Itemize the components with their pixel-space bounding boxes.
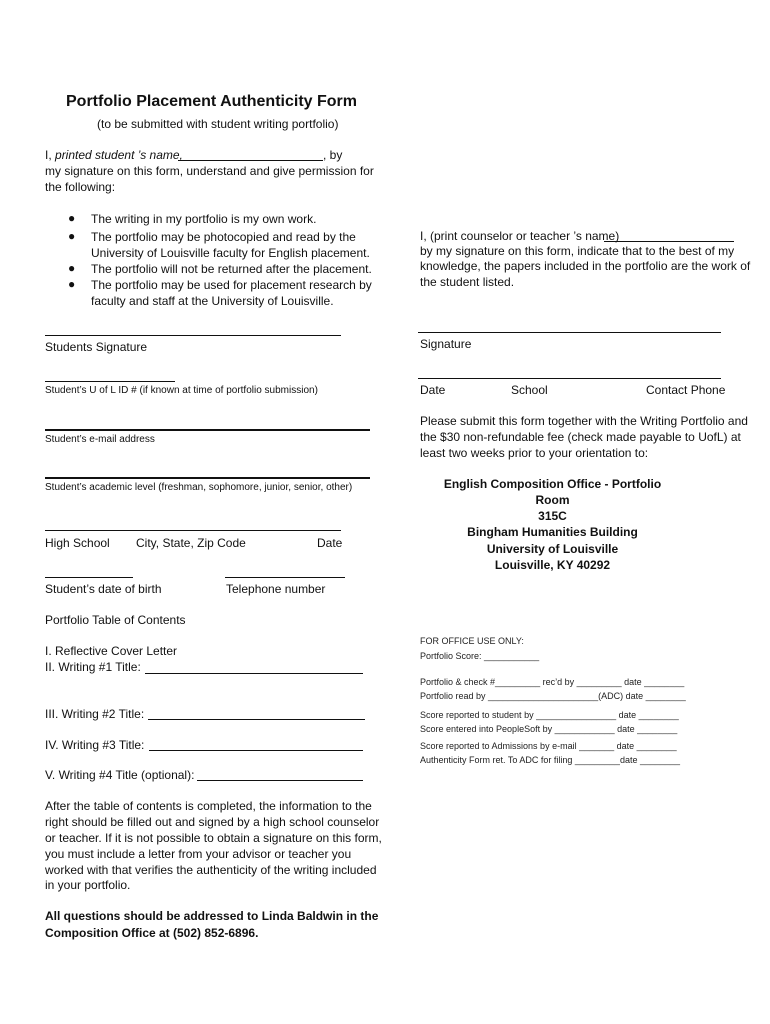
writing3-title-field[interactable] (149, 736, 363, 750)
bullet-dot: ● (68, 261, 76, 275)
high-school-label: High School (45, 536, 110, 550)
intro-line1 (45, 148, 183, 162)
office-row-3: Score reported to student by ________________ date ________ (420, 710, 679, 720)
after-toc-line5: worked with that verifies the authenticity of the writing included (45, 863, 377, 877)
address-line1: English Composition Office - Portfolio (443, 477, 662, 491)
academic-level-label: Student’s academic level (freshman, sophomore, junior, senior, other) (45, 482, 353, 493)
submit-line2: the $30 non-refundable fee (check made payable to UofL) at (420, 430, 741, 444)
bullet-2-line2: University of Louisville faculty for English placement. (91, 246, 370, 260)
counselor-signature-label: Signature (420, 337, 472, 351)
office-row-1: Portfolio & check #_________ rec’d by _________ date ________ (420, 677, 685, 687)
intro-by: , by (323, 148, 343, 162)
toc-item-4: IV. Writing #3 Title: (45, 738, 145, 752)
writing4-title-field[interactable] (197, 766, 363, 780)
writing1-title-field[interactable] (145, 659, 363, 673)
submit-line1: Please submit this form together with the Writing Portfolio and (420, 414, 748, 428)
after-toc-line2: right should be filled out and signed by a high school counselor (45, 815, 380, 829)
bullet-dot: ● (68, 277, 76, 291)
toc-item-2: II. Writing #1 Title: (45, 660, 141, 674)
counselor-signature-line (418, 332, 721, 333)
after-toc-line6: in your portfolio. (45, 878, 131, 892)
counselor-signature-field[interactable] (418, 318, 721, 332)
email-field[interactable] (45, 415, 370, 429)
student-signature-field[interactable] (45, 320, 341, 334)
writing1-line (145, 673, 363, 674)
address-line4: Bingham Humanities Building (467, 525, 638, 539)
counselor-phone-label: Contact Phone (646, 383, 726, 397)
after-toc-line1: After the table of contents is completed, the information to the (45, 799, 372, 813)
high-school-field[interactable] (45, 515, 341, 529)
bullet-1: The writing in my portfolio is my own work. (91, 212, 317, 226)
after-toc-line4: you must include a letter from your advisor or teacher you (45, 847, 352, 861)
counselor-line3: knowledge, the papers included in the portfolio are the work of (420, 259, 751, 273)
address-line6: Louisville, KY 40292 (494, 558, 611, 572)
uofl-id-line (45, 381, 175, 382)
toc-heading: Portfolio Table of Contents (45, 613, 186, 627)
intro-line3: the following: (45, 180, 116, 194)
toc-item-5: V. Writing #4 Title (optional): (45, 768, 195, 782)
office-heading: FOR OFFICE USE ONLY: (420, 636, 524, 646)
telephone-field[interactable] (225, 563, 345, 577)
counselor-date-label: Date (420, 383, 446, 397)
intro-prefix: I, (45, 148, 56, 162)
page-title: Portfolio Placement Authenticity Form (66, 93, 357, 110)
student-signature-line (45, 335, 341, 336)
office-row-5: Score reported to Admissions by e-mail _______ date ________ (420, 741, 677, 751)
bullet-3: The portfolio will not be returned after the placement. (91, 262, 372, 276)
counselor-info-field[interactable] (418, 364, 721, 378)
counselor-line1: I, (print counselor or teacher ’s name) (420, 229, 620, 243)
bullet-dot: ● (68, 211, 76, 225)
uofl-id-label: Student’s U of L ID # (if known at time of portfolio submission) (45, 385, 318, 396)
office-score: Portfolio Score: ___________ (420, 651, 540, 661)
office-row-2: Portfolio read by ______________________(ADC) date ________ (420, 691, 686, 701)
address-line5: University of Louisville (486, 542, 619, 556)
counselor-name-field[interactable] (604, 227, 734, 241)
counselor-name-line (604, 241, 734, 242)
academic-level-field[interactable] (45, 463, 370, 477)
student-name-line (178, 160, 323, 161)
after-toc-line3: or teacher. If it is not possible to obtain a signature on this form, (45, 831, 382, 845)
counselor-info-line (418, 378, 721, 379)
telephone-line (225, 577, 345, 578)
intro-name-label: printed student ’s name, (55, 148, 183, 162)
address-line2: Room (535, 493, 570, 507)
email-line (45, 429, 370, 431)
email-label: Student’s e-mail address (45, 434, 155, 445)
counselor-school-label: School (511, 383, 548, 397)
student-name-field[interactable] (178, 146, 323, 160)
writing2-title-field[interactable] (148, 705, 365, 719)
city-state-zip-label: City, State, Zip Code (136, 536, 246, 550)
questions-line2: Composition Office at (502) 852-6896. (45, 926, 259, 940)
telephone-label: Telephone number (226, 582, 326, 596)
toc-item-3: III. Writing #2 Title: (45, 707, 145, 721)
bullet-4-line2: faculty and staff at the University of Louisville. (91, 294, 334, 308)
bullet-4-line1: The portfolio may be used for placement research by (91, 278, 372, 292)
uofl-id-field[interactable] (45, 366, 175, 380)
submit-line3: least two weeks prior to your orientation to: (420, 446, 649, 460)
counselor-line4: the student listed. (420, 275, 515, 289)
dob-line (45, 577, 133, 578)
page-subtitle: (to be submitted with student writing portfolio) (97, 117, 339, 131)
intro-line2: my signature on this form, understand and give permission for (45, 164, 374, 178)
dob-label: Student’s date of birth (45, 582, 162, 596)
academic-level-line (45, 477, 370, 479)
dob-field[interactable] (45, 563, 133, 577)
hs-date-label: Date (317, 536, 343, 550)
writing4-line (197, 780, 363, 781)
toc-item-1: I. Reflective Cover Letter (45, 644, 178, 658)
address-line3: 315C (538, 509, 567, 523)
office-row-4: Score entered into PeopleSoft by ____________ date ________ (420, 724, 678, 734)
questions-line1: All questions should be addressed to Linda Baldwin in the (45, 909, 379, 923)
bullet-2-line1: The portfolio may be photocopied and read by the (91, 230, 356, 244)
office-row-6: Authenticity Form ret. To ADC for filing _________date ________ (420, 755, 680, 765)
student-signature-label: Students Signature (45, 340, 148, 354)
bullet-dot: ● (68, 229, 76, 243)
counselor-line2: by my signature on this form, indicate that to the best of my (420, 244, 735, 258)
writing2-line (148, 719, 365, 720)
high-school-line (45, 530, 341, 531)
writing3-line (149, 750, 363, 751)
